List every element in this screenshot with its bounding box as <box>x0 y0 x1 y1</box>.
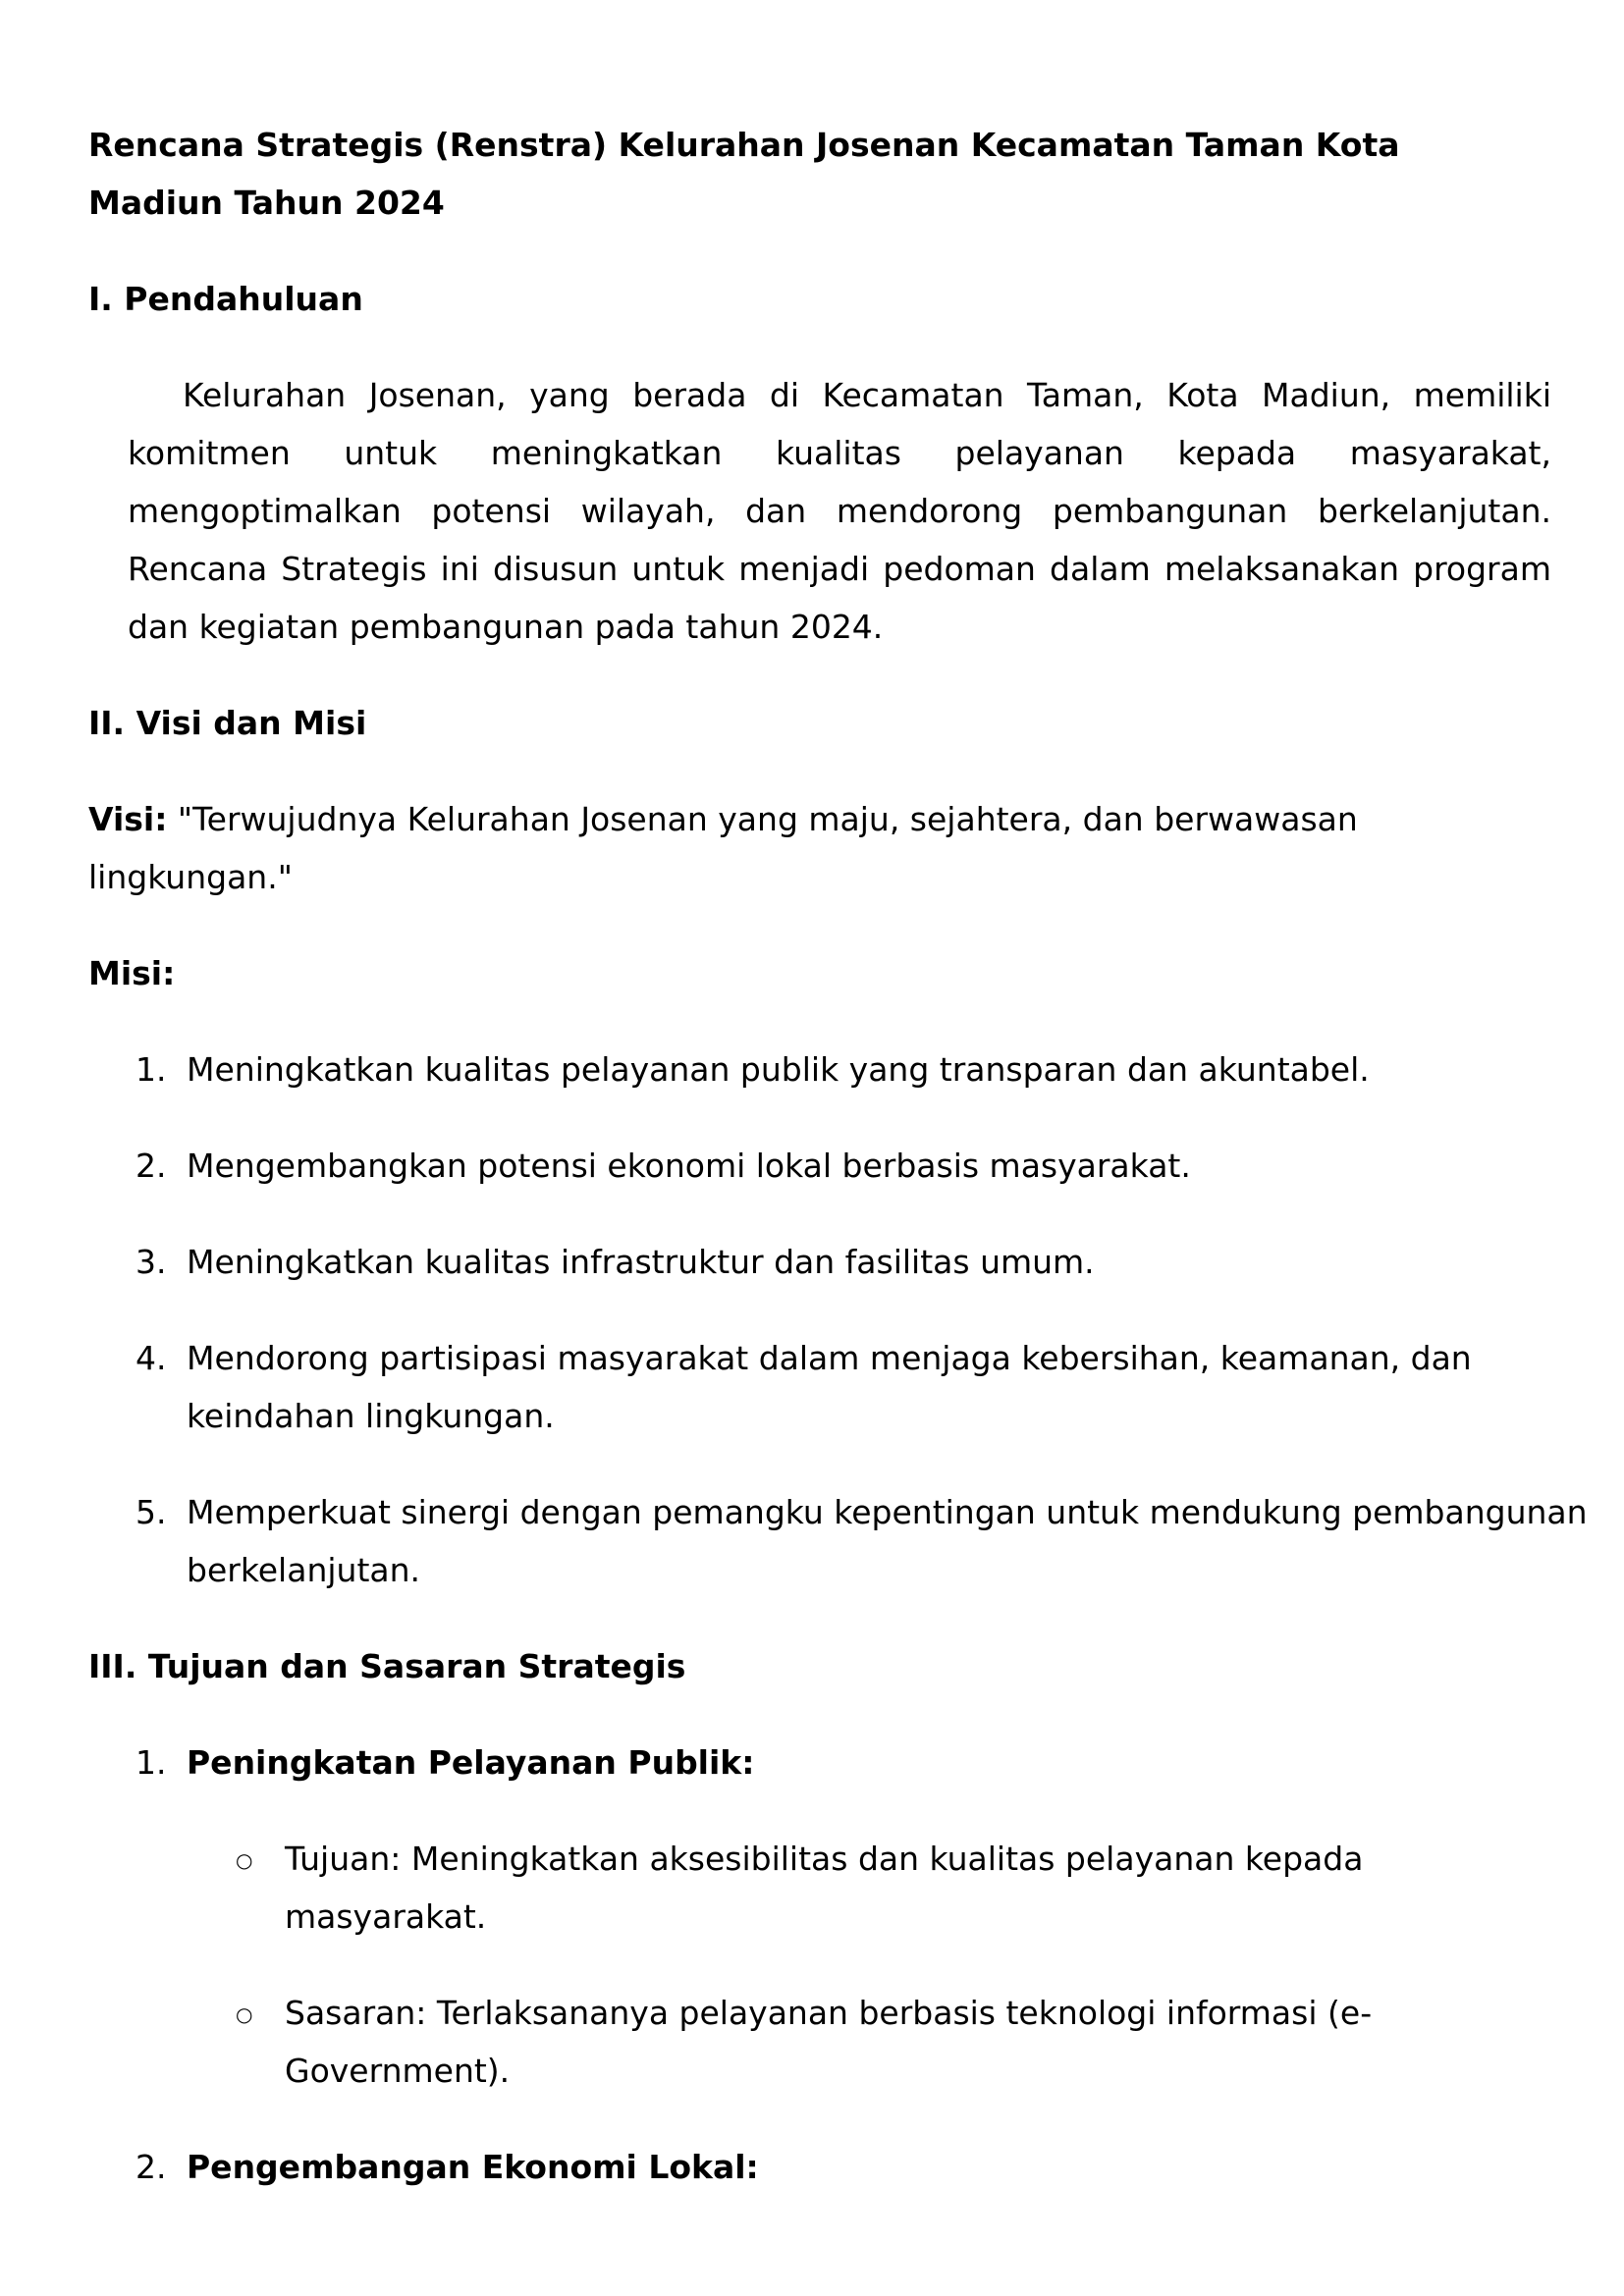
tujuan-item-title: Pengembangan Ekonomi Lokal: <box>187 2148 759 2186</box>
misi-number: 3. <box>135 1243 167 1281</box>
tujuan-number: 1. <box>135 1743 167 1782</box>
misi-item-1 <box>88 1041 1591 1098</box>
misi-item-2 <box>88 1137 1591 1195</box>
tujuan-sub-list <box>187 1830 1591 2100</box>
visi-label: Visi: <box>88 800 168 838</box>
misi-text: Memperkuat sinergi dengan pemangku kepentingan untuk mendukung pembangunan berkelanjutan. <box>187 1493 1588 1589</box>
visi-paragraph <box>88 790 1414 906</box>
misi-label: Misi: <box>88 954 176 992</box>
misi-number: 5. <box>135 1493 167 1531</box>
misi-list <box>88 1041 1588 1599</box>
circle-bullet-icon: ○ <box>236 2002 253 2026</box>
pendahuluan-paragraph: Kelurahan Josenan, yang berada di Kecamatan Taman, Kota Madiun, memiliki komitmen untuk meningkatkan kualitas pelayanan kepada masyarakat, mengoptimalkan potensi wilayah, dan mendorong pembangunan berkelanjutan. Rencana Strategis ini disusun untuk menjadi pedoman dalam melaksanakan program dan kegiatan pembangunan pada tahun 2024. <box>128 376 1551 646</box>
misi-item-4 <box>88 1329 1591 1445</box>
circle-bullet-icon: ○ <box>236 1848 253 1872</box>
misi-number: 2. <box>135 1147 167 1185</box>
misi-item-5 <box>88 1483 1591 1599</box>
sasaran-text: Sasaran: Terlaksananya pelayanan berbasis teknologi informasi (e-Government). <box>285 1994 1373 2090</box>
tujuan-item-1 <box>88 1734 1591 2100</box>
misi-number: 1. <box>135 1050 167 1089</box>
section-heading-pendahuluan: I. Pendahuluan <box>88 280 363 318</box>
misi-text: Mengembangkan potensi ekonomi lokal berbasis masyarakat. <box>187 1147 1191 1185</box>
tujuan-item-2 <box>88 2138 1591 2196</box>
misi-text: Meningkatkan kualitas infrastruktur dan fasilitas umum. <box>187 1243 1095 1281</box>
section-heading-tujuan-sasaran: III. Tujuan dan Sasaran Strategis <box>88 1647 686 1685</box>
tujuan-item-title: Peningkatan Pelayanan Publik: <box>187 1743 755 1782</box>
tujuan-text: Tujuan: Meningkatkan aksesibilitas dan kualitas pelayanan kepada masyarakat. <box>285 1840 1364 1936</box>
tujuan-number: 2. <box>135 2148 167 2186</box>
visi-text: "Terwujudnya Kelurahan Josenan yang maju, sejahtera, dan berwawasan lingkungan." <box>88 800 1358 896</box>
document-page <box>88 116 1588 2234</box>
misi-text: Meningkatkan kualitas pelayanan publik yang transparan dan akuntabel. <box>187 1050 1370 1089</box>
tujuan-sub-item <box>187 1830 1414 1946</box>
misi-text: Mendorong partisipasi masyarakat dalam menjaga kebersihan, keamanan, dan keindahan lingkungan. <box>187 1339 1472 1435</box>
document-title: Rencana Strategis (Renstra) Kelurahan Josenan Kecamatan Taman Kota Madiun Tahun 2024 <box>88 126 1400 222</box>
misi-number: 4. <box>135 1339 167 1377</box>
misi-item-3 <box>88 1233 1591 1291</box>
section-heading-visi-misi: II. Visi dan Misi <box>88 704 367 742</box>
tujuan-list <box>88 1734 1551 2196</box>
sasaran-sub-item <box>187 1984 1414 2100</box>
